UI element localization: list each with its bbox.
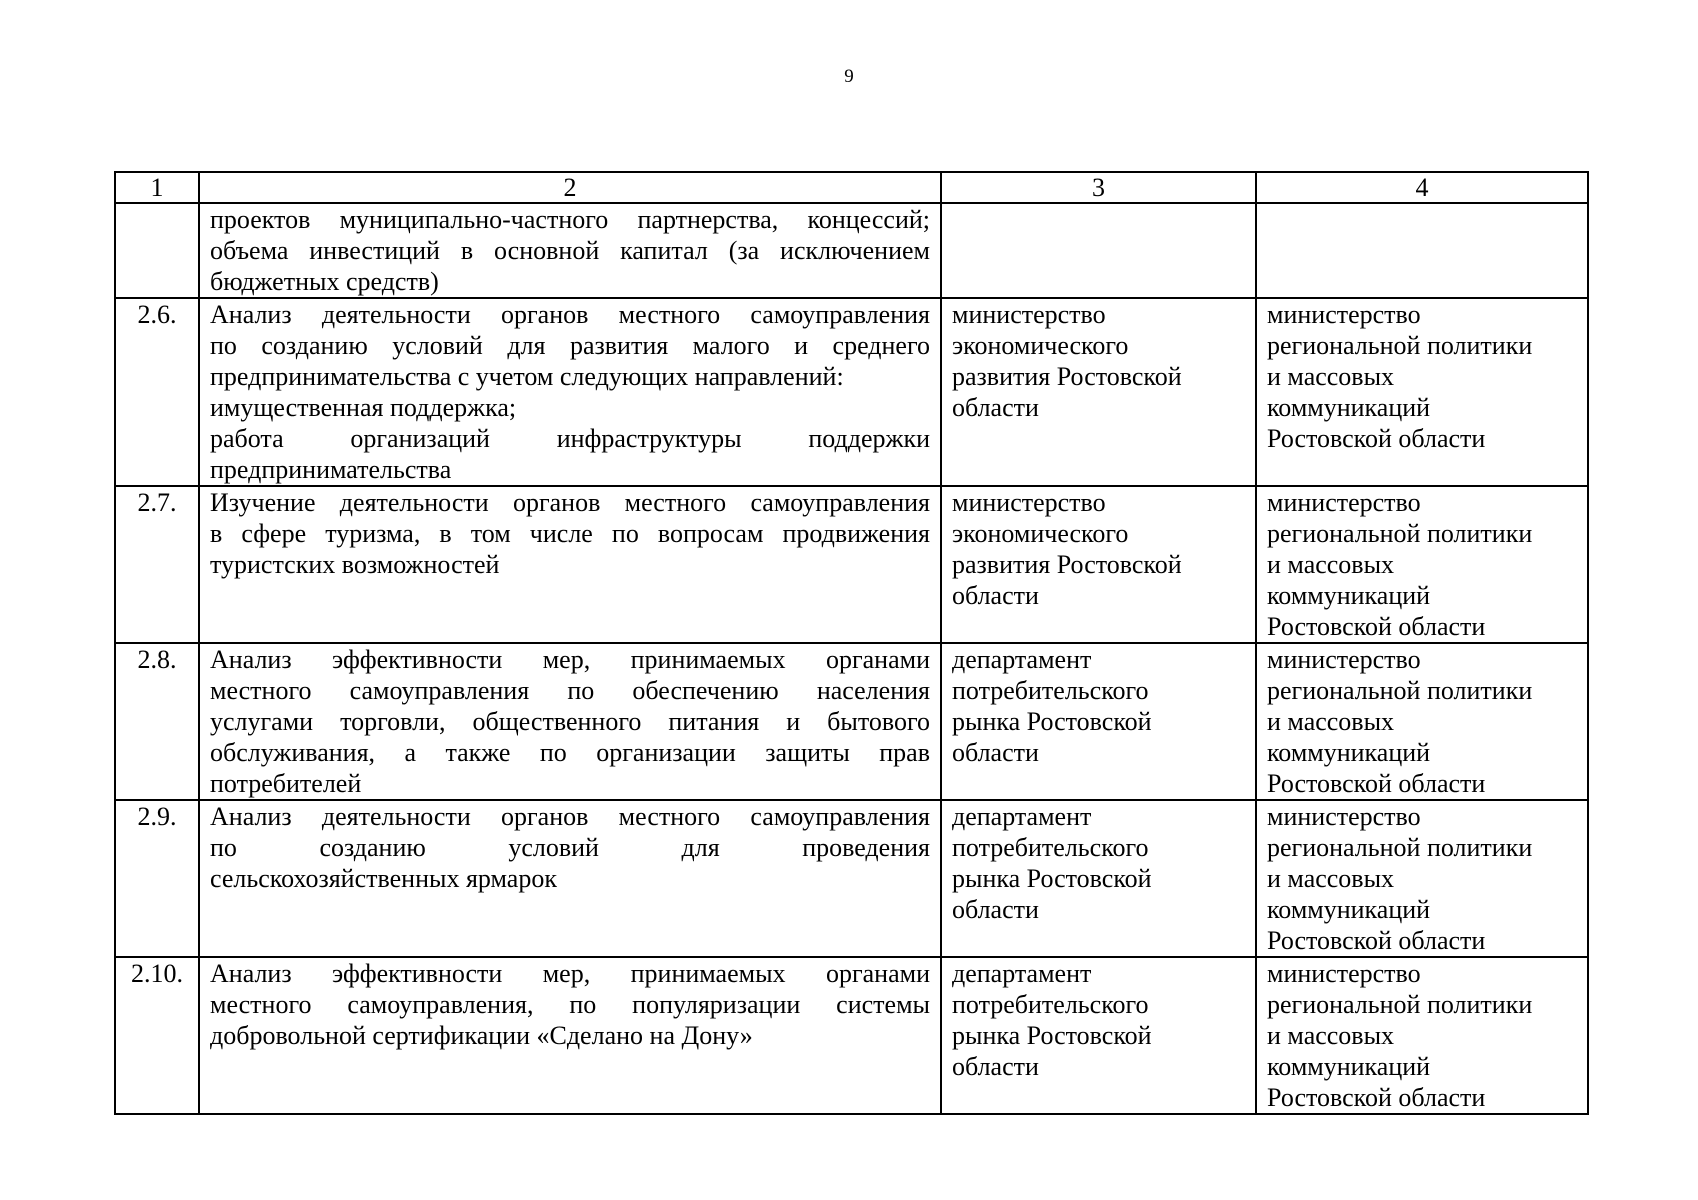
- description-cell: [199, 800, 941, 957]
- executor-line: потребительского: [952, 833, 1149, 862]
- row-number-cell: 2.9.: [115, 800, 199, 957]
- column-header-2: 2: [199, 172, 941, 203]
- co-executor-line: министерство: [1267, 802, 1421, 831]
- executor-cell: [941, 800, 1256, 957]
- description-line: потребителей: [210, 769, 362, 798]
- description-line: Анализ эффективности мер, принимаемых органами: [210, 645, 930, 674]
- row-number-cell: 2.10.: [115, 957, 199, 1114]
- co-executor-line: Ростовской области: [1267, 1083, 1486, 1112]
- description-line: местного самоуправления по обеспечению населения: [210, 676, 930, 705]
- description-line: по созданию условий для развития малого и среднего: [210, 331, 930, 360]
- executor-line: области: [952, 738, 1039, 767]
- row-number-cell: 2.8.: [115, 643, 199, 800]
- co-executor-line: министерство: [1267, 959, 1421, 988]
- row-number-cell: 2.6.: [115, 298, 199, 486]
- description-line: обслуживания, а также по организации защиты прав: [210, 738, 930, 767]
- description-cell: [199, 957, 941, 1114]
- executor-line: департамент: [952, 959, 1092, 988]
- description-cell: [199, 643, 941, 800]
- description-line: по созданию условий для проведения: [210, 833, 930, 862]
- description-cell: [199, 486, 941, 643]
- executor-line: области: [952, 581, 1039, 610]
- co-executor-line: региональной политики: [1267, 519, 1533, 548]
- executor-line: рынка Ростовской: [952, 1021, 1152, 1050]
- executor-line: развития Ростовской: [952, 362, 1182, 391]
- row-number-cell: [115, 203, 199, 298]
- co-executor-cell: [1256, 203, 1588, 298]
- co-executor-line: коммуникаций: [1267, 1052, 1431, 1081]
- description-cell: [199, 298, 941, 486]
- co-executor-cell: [1256, 643, 1588, 800]
- table-body: [115, 203, 1588, 1114]
- executor-cell: [941, 298, 1256, 486]
- description-line: имущественная поддержка;: [210, 393, 517, 422]
- co-executor-line: коммуникаций: [1267, 738, 1431, 767]
- description-line: туристских возможностей: [210, 550, 500, 579]
- co-executor-cell: [1256, 486, 1588, 643]
- description-line: Изучение деятельности органов местного самоуправления: [210, 488, 930, 517]
- description-line: сельскохозяйственных ярмарок: [210, 864, 557, 893]
- co-executor-line: коммуникаций: [1267, 393, 1431, 422]
- co-executor-cell: [1256, 800, 1588, 957]
- executor-line: рынка Ростовской: [952, 864, 1152, 893]
- column-header-4: 4: [1256, 172, 1588, 203]
- description-line: предпринимательства: [210, 455, 452, 484]
- co-executor-line: Ростовской области: [1267, 424, 1486, 453]
- description-cell: [199, 203, 941, 298]
- description-line: добровольной сертификации «Сделано на Дону»: [210, 1021, 753, 1050]
- co-executor-line: коммуникаций: [1267, 581, 1431, 610]
- description-line: бюджетных средств): [210, 267, 439, 296]
- executor-line: области: [952, 393, 1039, 422]
- co-executor-line: и массовых: [1267, 550, 1395, 579]
- co-executor-line: региональной политики: [1267, 833, 1533, 862]
- page-number: 9: [844, 66, 854, 87]
- executor-line: департамент: [952, 645, 1092, 674]
- executor-line: экономического: [952, 331, 1129, 360]
- co-executor-line: и массовых: [1267, 1021, 1395, 1050]
- executor-line: департамент: [952, 802, 1092, 831]
- table-row: [115, 486, 1588, 643]
- document-table: [114, 171, 1589, 1115]
- description-line: в сфере туризма, в том числе по вопросам продвижения: [210, 519, 930, 548]
- co-executor-line: Ростовской области: [1267, 926, 1486, 955]
- row-number-cell: 2.7.: [115, 486, 199, 643]
- description-line: объема инвестиций в основной капитал (за исключением: [210, 236, 930, 265]
- executor-line: развития Ростовской: [952, 550, 1182, 579]
- co-executor-line: коммуникаций: [1267, 895, 1431, 924]
- description-line: проектов муниципально-частного партнерства, концессий;: [210, 205, 930, 234]
- executor-cell: [941, 643, 1256, 800]
- executor-line: области: [952, 895, 1039, 924]
- table-row: [115, 957, 1588, 1114]
- executor-cell: [941, 203, 1256, 298]
- co-executor-line: и массовых: [1267, 362, 1395, 391]
- table-row: [115, 298, 1588, 486]
- description-line: услугами торговли, общественного питания и бытового: [210, 707, 930, 736]
- co-executor-line: министерство: [1267, 300, 1421, 329]
- co-executor-line: Ростовской области: [1267, 612, 1486, 641]
- executor-line: потребительского: [952, 676, 1149, 705]
- co-executor-line: региональной политики: [1267, 676, 1533, 705]
- co-executor-line: министерство: [1267, 488, 1421, 517]
- table-row: [115, 800, 1588, 957]
- co-executor-line: региональной политики: [1267, 331, 1533, 360]
- description-line: Анализ деятельности органов местного самоуправления: [210, 802, 930, 831]
- description-line: работа организаций инфраструктуры поддержки: [210, 424, 930, 453]
- description-line: предпринимательства с учетом следующих направлений:: [210, 362, 844, 391]
- co-executor-line: Ростовской области: [1267, 769, 1486, 798]
- executor-line: области: [952, 1052, 1039, 1081]
- executor-line: экономического: [952, 519, 1129, 548]
- column-header-1: 1: [115, 172, 199, 203]
- table-header-row: [115, 172, 1588, 203]
- table-row: [115, 643, 1588, 800]
- co-executor-cell: [1256, 957, 1588, 1114]
- executor-line: потребительского: [952, 990, 1149, 1019]
- description-line: местного самоуправления, по популяризации системы: [210, 990, 930, 1019]
- executor-line: рынка Ростовской: [952, 707, 1152, 736]
- co-executor-cell: [1256, 298, 1588, 486]
- executor-cell: [941, 486, 1256, 643]
- table-row: [115, 203, 1588, 298]
- co-executor-line: министерство: [1267, 645, 1421, 674]
- executor-line: министерство: [952, 300, 1106, 329]
- executor-line: министерство: [952, 488, 1106, 517]
- co-executor-line: и массовых: [1267, 707, 1395, 736]
- executor-cell: [941, 957, 1256, 1114]
- description-line: Анализ деятельности органов местного самоуправления: [210, 300, 930, 329]
- description-line: Анализ эффективности мер, принимаемых органами: [210, 959, 930, 988]
- co-executor-line: региональной политики: [1267, 990, 1533, 1019]
- co-executor-line: и массовых: [1267, 864, 1395, 893]
- column-header-3: 3: [941, 172, 1256, 203]
